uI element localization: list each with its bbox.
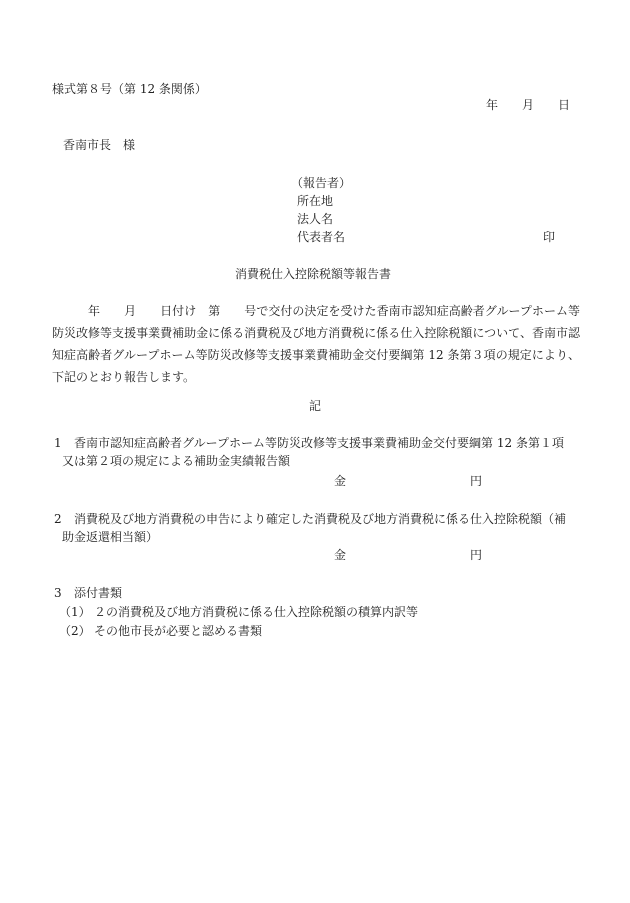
reporter-corp-label: 法人名 xyxy=(297,212,334,226)
item2-amount-prefix: 金 xyxy=(334,548,347,562)
item1-number: 1 xyxy=(54,436,62,450)
item2-number: 2 xyxy=(54,512,62,526)
document-title: 消費税仕入控除税額等報告書 xyxy=(235,267,392,281)
item3-subitem-text: その他市長が必要と認める書類 xyxy=(94,624,263,638)
item1-amount-suffix: 円 xyxy=(470,474,483,488)
reporter-heading: （報告者） xyxy=(291,176,352,190)
item3-subitem-number: （1） xyxy=(59,605,91,619)
reporter-address-label: 所在地 xyxy=(297,194,334,208)
item3-subitem-number: （2） xyxy=(59,624,91,638)
ki-heading: 記 xyxy=(309,399,322,413)
item1-text-line2: 又は第２項の規定による補助金実績報告額 xyxy=(62,454,291,468)
item1-amount-prefix: 金 xyxy=(334,474,347,488)
reporter-rep-label: 代表者名 xyxy=(297,230,346,244)
item3-number: 3 xyxy=(54,586,62,600)
item3-title: 添付書類 xyxy=(74,586,123,600)
body-paragraph: 年 月 日付け 第 号で交付の決定を受けた香南市認知症高齢者グループホーム等防災改修等支援事業費補助金に係る消費税及び地方消費税に係る仕入控除税額について、香南市認知症高齢者グループホーム等防災改修等支援事業費補助金交付要綱第 12 条第３項の規定により、下記のとおり報告します。 xyxy=(52,304,580,384)
addressee: 香南市長 様 xyxy=(63,138,136,152)
item2-amount-suffix: 円 xyxy=(470,548,483,562)
date-line: 年 月 日 xyxy=(486,98,571,112)
item3-subitem-text: ２の消費税及び地方消費税に係る仕入控除税額の積算内訳等 xyxy=(94,605,419,619)
form-label: 様式第８号（第 12 条関係） xyxy=(52,82,207,96)
item1-text-line1: 香南市認知症高齢者グループホーム等防災改修等支援事業費補助金交付要綱第 12 条第１項 xyxy=(74,436,564,450)
seal-mark: 印 xyxy=(543,230,556,244)
item2-text-line1: 消費税及び地方消費税の申告により確定した消費税及び地方消費税に係る仕入控除税額（補 xyxy=(74,512,567,526)
item2-text-line2: 助金返還相当額） xyxy=(62,530,159,544)
